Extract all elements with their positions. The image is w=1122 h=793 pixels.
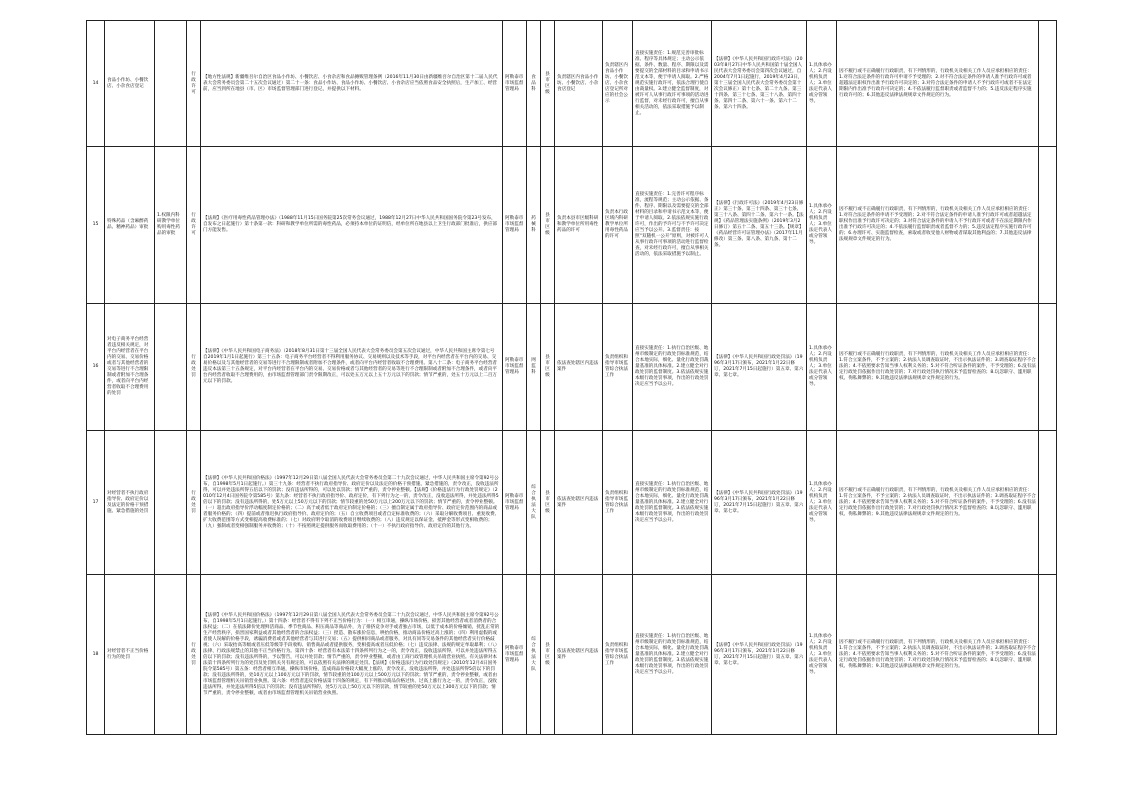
- table-row: [87, 147, 1057, 304]
- power-type: 行政许可: [187, 21, 201, 147]
- legal-basis: 【法律】《中华人民共和国价格法》（1997年12月29日第八届全国人民代表大会常务委员会第二十九次会议通过，中华人民共和国主席令第92号公布，自1998年5月1日起施行。）第三十九条：经营者不执行政府指导价、政府定价以及法定的价格干预措施、紧急措施的，责令改正，没收违法所得，可以并处违法所得五倍以下的罚款；没有违法所得的，可以处以罚款；情节严重的，责令停业整顿。【法规】《价格违法行为行政处罚规定》（2010年12月4日国务院令第585号）第九条：经营者不执行政府指导价、政府定价，有下列行为之一的，责令改正，没收违法所得，并处违法所得5倍以下的罚款；没有违法所得的，处5万元以上50万元以下的罚款；情节较重的处50万元以上200万元以下的罚款；情节严重的，责令停业整顿。（一）超出政府指导价浮动幅度制定价格的；（二）高于或者低于政府定价制定价格的；（三）擅自制定属于政府指导价、政府定价范围内的商品或者服务价格的；（四）提前或者推迟执行政府指导价、政府定价的；（五）自立收费项目或者自定标准收费的；（六）采取分解收费项目、重复收费、扩大收费范围等方式变相提高收费标准的；（七）对政府明令取消的收费项目继续收费的；（八）违反规定以保证金、抵押金等形式变相收费的；（九）强制或者变相强制服务并收费的；（十）不按照规定提供服务而收取费用的；（十一）不执行政府指导价、政府定价的其他行为。: [201, 431, 503, 575]
- item-name: 食品小作坊、小餐饮店、小杂食店登记: [105, 21, 155, 147]
- item-name: 对经营者不执行政府指导价、政府定价以及法定的价格干预措施、紧急措施的处罚: [105, 431, 155, 575]
- responsible-unit: 食品科: [527, 21, 541, 147]
- remarks-cell: [1039, 304, 1057, 431]
- duty-content: 直接实施责任：1.执行自治区级、地州市级制定的行政处罚标准规范，结合本地实际，细化、量化行政处罚裁量基准的具体标准。2.建立健全对行政处罚的监督制度。3.依法依规实施本级行政处罚事项，作出的行政处罚决定应当予以公开。: [633, 575, 712, 735]
- admin-level: 县市区级: [541, 575, 555, 735]
- sub-item: [155, 21, 187, 147]
- duty-basis: 【法律】《中华人民共和国行政处罚法》（1996年3月17日颁布，2021年1月22日修订，2021年7月15日起施行）第五章、第六章、第七章。: [712, 575, 807, 735]
- remarks-cell: [1039, 575, 1057, 735]
- legal-basis: 【法律】《中华人民共和国价格法》（1997年12月29日第八届全国人民代表大会常务委员会第二十九次会议通过，中华人民共和国主席令第92号公布，自1998年5月1日起施行。）第十四条：经营者不得有下列不正当价格行为：（一）相互串通，操纵市场价格，损害其他经营者或者消费者的合法权益；（二）在依法降价处理鲜活商品、季节性商品、积压商品等商品外，为了排挤竞争对手或者独占市场，以低于成本的价格倾销，扰乱正常的生产经营秩序，损害国家利益或者其他经营者的合法权益；（三）捏造、散布涨价信息，哄抬价格，推动商品价格过高上涨的；（四）利用虚假的或者使人误解的价格手段，诱骗消费者或者其他经营者与其进行交易；（五）提供相同商品或者服务，对具有同等交易条件的其他经营者实行价格歧视；（六）采取抬高等级或者压低等级等手段收购、销售商品或者提供服务，变相提高或者压低价格；（七）违反法律、法规的规定牟取暴利；（八）法律、行政法规禁止的其他不正当价格行为。第四十条：经营者有本法第十四条所列行为之一的，责令改正，没收违法所得，可以并处违法所得五倍以下的罚款；没有违法所得的，予以警告，可以并处罚款；情节严重的，责令停业整顿，或者由工商行政管理机关吊销营业执照。有关法律对本法第十四条所列行为的处罚及处罚机关另有规定的，可以依照有关法律的规定处罚。【法规】《价格违法行为行政处罚规定》（2010年12月4日国务院令第585号）第五条：经营者相互串通，操纵市场价格，造成商品价格较大幅度上涨的，责令改正，没收违法所得，并处违法所得5倍以下的罚款；没有违法所得的，处10万元以上100万元以下的罚款，情节较重的处100万元以上500万元以下的罚款；情节严重的，责令停业整顿，或者由市场监督管理机关吊销营业执照。第六条：经营者违反价格法第十四条的规定，有下列推动商品价格过快、过高上涨行为之一的，责令改正，没收违法所得，并处违法所得5倍以下的罚款；没有违法所得的，处5万元以上50万元以下的罚款，情节较重的处50万元以上300万元以下的罚款；情节严重的，责令停业整顿，或者由市场监督管理机关吊销营业执照。: [201, 575, 503, 735]
- scope: 依法查处辖区内违法案件: [555, 575, 603, 735]
- duty-content: 直接实施责任：1.完善许可程序标准，流程等规范；主动公示依据、条件、程序、期限以及需要提交的全部材料的目录和申请书示范文本等，便于申请人阅取。2.依法依规实施行政许可，作出的予许可与不予许可决定应当予以公开。3.监督责任：按照“双随机一公开”原则，对被许可人从事行政许可事项的活动进行监督检查，对未经行政许可，擅自从事相关活动的，依法采取措施予以制止。: [633, 147, 712, 304]
- responsibility-scope: 负责组织和指导市场监管综合执法工作: [603, 304, 633, 431]
- duty-basis: 【法律】《中华人民共和国行政许可法》（2003年8月27日中华人民共和国第十届全国人民代表大会常务委员会第四次会议通过，自2004年7月1日起施行，2019年4月23日，第十三届全国人民代表大会常务委员会第十次会议修正）第十七条、第二十九条、第三十四条、第三十七条、第三十八条、第四十条、第四十二条、第六十一条、第六十二条、第六十四条。: [712, 21, 807, 147]
- responsible-contact: 1.具体承办人；2.内设机构负责人；3.单位法定代表人或分管领导。: [807, 147, 837, 304]
- legal-basis: 【地方性法规】新疆维吾尔自治区食品小作坊、小餐饮店、小食杂店和食品摊贩管理条例（2016年11月30日由新疆维吾尔自治区第十二届人民代表大会常务委员会第二十五次会议通过）第二十一条：食品小作坊、食品小作坊、小餐饮店、小食杂店应当依照食品安全执照后，生产加工、经营前，应当到所在地县（市、区）市场监督管理部门进行登记，并提供以下材料。: [201, 21, 503, 147]
- row-number: 18: [87, 575, 105, 735]
- admin-level: 县市区级: [541, 304, 555, 431]
- responsibility-scope: 负责辖区内食品小作坊、小餐饮店、小杂食店登记所对应的社会公示: [603, 21, 633, 147]
- table-row: [87, 575, 1057, 735]
- accountability: 因不履行或不正确履行行政职责，有下列情形的，行政机关及相关工作人员应承担相应的责任：1.对符合法定条件的申请不予受理的；2.对不符合法定条件的申请人准予行政许可或者超越法定职权作出准予行政许可决定的；3.对符合法定条件的申请人不予行政许可或者不在法定期限内作出准予行政许可决定的；4.不依法履行监督职责或者监督不力的；5.违反法定程序实施行政许可的；6.办理许可、实施监督检查，索取或者收受他人财物或者谋取其他利益的；7.其他违反法律法规规章文件规定的行为。: [837, 147, 1039, 304]
- power-type: 行政处罚: [187, 575, 201, 735]
- duty-content: 直接实施责任：1.执行自治区级、地州市级制定的行政处罚标准规范，结合本地实际，细化、量化行政处罚裁量基准的具体标准。2.建立健全对行政处罚的监督制度。3.依法依规实施本级行政处罚事项，作出的行政处罚决定应当予以公开。: [633, 431, 712, 575]
- admin-level: 县市区级: [541, 147, 555, 304]
- accountability: 因不履行或不正确履行行政职责，有下列情形的，行政机关及相关工作人员应承担相应的责任：1.符合立案条件，不予立案的；2.执法人员调查取证时，不出示执法证件的；3.调查取证程序不合法的；4.不依照要求告知当事人权利义务的；5.对不符合听证条件的案件，不予受理的；6.没有法定行政处罚依据作出行政处罚的；7.对行政处罚执行情况未予监督检查的；8.玩忽职守、滥用职权、徇私舞弊的；9.其他违反法律法规规章文件规定的行为。: [837, 304, 1039, 431]
- scope: 依法查处辖区内违法案件: [555, 304, 603, 431]
- row-number: 17: [87, 431, 105, 575]
- responsibility-scope: 负责组织和指导市场监管综合执法工作: [603, 431, 633, 575]
- sub-item: 1.权限内科研教学单位购用毒性药品的审批: [155, 147, 187, 304]
- table-row: [87, 304, 1057, 431]
- row-number: 16: [87, 304, 105, 431]
- accountability: 因不履行或不正确履行行政职责，有下列情形的，行政机关及相关工作人员应承担相应的责任：1.符合立案条件，不予立案的；2.执法人员调查取证时，不出示执法证件的；3.调查取证程序不合法的；4.不依照要求告知当事人权利义务的；5.对不符合听证条件的案件，不予受理的；6.没有法定行政处罚依据作出行政处罚的；7.对行政处罚执行情况未予监督检查的；8.玩忽职守、滥用职权、徇私舞弊的；9.其他违反法律法规规章文件规定的行为。: [837, 575, 1039, 735]
- power-type: 行政处罚: [187, 431, 201, 575]
- duty-basis: 【法律】《行政许可法》（2019年4月23日修正）第三十条、第三十四条、第三十七条、第三十八条、第四十二条、第六十一条。【法规】《药品管理法实施条例》（2019年3月2日修订）第五十二条、第五十三条。【规章】《药品经营许可证管理办法》（2017年11月修改）第三条、第八条、第九条、第十二条。: [712, 147, 807, 304]
- accountability: 因不履行或不正确履行行政职责，有下列情形的，行政机关及相关工作人员应承担相应的责任：1.符合立案条件，不予立案的；2.执法人员调查取证时，不出示执法证件的；3.调查取证程序不合法的；4.不依照要求告知当事人权利义务的；5.对不符合听证条件的案件，不予受理的；6.没有法定行政处罚依据作出行政处罚的；7.对行政处罚执行情况未予监督检查的；8.玩忽职守、滥用职权、徇私舞弊的；9.其他违反法律法规规章文件规定的行为。: [837, 431, 1039, 575]
- power-type: 行政处罚: [187, 304, 201, 431]
- table-row: [87, 21, 1057, 147]
- power-list-table: [86, 20, 1057, 735]
- responsible-unit: 综合执法大队: [527, 431, 541, 575]
- accountability: 因不履行或不正确履行行政职责，有下列情形的，行政机关及相关工作人员应承担相应的责任：1.对符合法定条件的行政许可申请不予受理的；2.对不符合法定条件的申请人准予行政许可或者超越法定职权作出准予行政许可决定的；3.对符合法定条件的申请人不予行政许可或者不在法定期限内作出准予行政许可决定的；4.不依法履行监督职责或者监督不力的；5.违反法定程序实施行政许可的；6.其他违反法律法规规章文件规定的行为。: [837, 21, 1039, 147]
- item-name: 对电子商务平台经营者违反相关规定，对平台内经营者在平台内的交易、交易价格或者与其他经营者的交易等进行不合理限制或者附加不合理条件，或者向平台内经营者收取不合理费用的处罚: [105, 304, 155, 431]
- item-name: 特殊药品（含麻醉药品、精神药品）审批: [105, 147, 155, 304]
- responsible-unit: 网监科: [527, 304, 541, 431]
- legal-basis: 【法规】《医疗用毒性药品管理办法》（1988年11月15日国务院第25次常务会议通过，1988年12月27日中华人民共和国国务院令第23号发布，自发布之日起施行）第十条第一款：科研和教学单位所需的毒性药品，必须持本单位的证明信，经单位所在地县以上卫生行政部门批准后，供应部门方能发售。: [201, 147, 503, 304]
- responsible-unit: 综合执法大队: [527, 575, 541, 735]
- responsible-contact: 1.具体承办人；2.内设机构负责人；3.单位法定代表人或分管领导。: [807, 431, 837, 575]
- implementing-subject: 阿勒泰市市场监督管理局: [503, 431, 527, 575]
- implementing-subject: 阿勒泰市市场监督管理局: [503, 147, 527, 304]
- duty-basis: 【法律】《中华人民共和国行政处罚法》（1996年3月17日颁布，2021年1月22日修订，2021年7月15日起施行）第五章、第六章、第七章。: [712, 304, 807, 431]
- scope: 负责辖区内食品小作坊、小餐饮店、小杂食店登记: [555, 21, 603, 147]
- implementing-subject: 阿勒泰市市场监督管理局: [503, 21, 527, 147]
- remarks-cell: [1039, 431, 1057, 575]
- duty-content: 直接实施责任：1.执行自治区级、地州市级制定的行政处罚标准规范，结合本地实际，细化、量化行政处罚裁量基准的具体标准。2.建立健全对行政处罚的监督制度。3.依法依规实施本级行政处罚事项，作出的行政处罚决定应当予以公开。: [633, 304, 712, 431]
- item-name: 对经营者不正当价格行为的处罚: [105, 575, 155, 735]
- row-number: 15: [87, 147, 105, 304]
- remarks-cell: [1039, 21, 1057, 147]
- scope: 依法查处辖区内违法案件: [555, 431, 603, 575]
- responsible-unit: 药械科: [527, 147, 541, 304]
- admin-level: 县市区级: [541, 431, 555, 575]
- sub-item: [155, 431, 187, 575]
- duty-content: 直接实施责任：1.规范完善审批标准、程序等具体规定；主动公示依据、条件、数量、程序、期限以及需要提交的全部材料的目录和申请书示范文本等，便于申请人阅取。2.严格规范实施行政许可，依法合理行使自由裁量权。3.建立健全监督制度，对被许可人从事行政许可事项的活动进行监督，对未经行政许可，擅自从事相关活动的，依法采取措施予以制止。: [633, 21, 712, 147]
- legal-basis: 【法律】《中华人民共和国电子商务法》（2018年8月31日第十三届全国人民代表大会常务委员会第五次会议通过，中华人民共和国主席令第七号 自2019年1月1日起施行）第三十五条：电子商务平台经营者不得利用服务协议、交易规则以及技术等手段，对平台内经营者在平台内的交易、交易价格以及与其他经营者的交易等进行不合理限制或者附加不合理条件，或者向平台内经营者收取不合理费用。第八十二条：电子商务平台经营者违反本法第三十五条规定，对平台内经营者在平台内的交易、交易价格或者与其他经营者的交易等进行不合理限制或者附加不合理条件，或者向平台内经营者收取不合理费用的，由市场监督管理部门责令限期改正，可以处五万元以上五十万元以下的罚款；情节严重的，处五十万元以上二百万元以下的罚款。: [201, 304, 503, 431]
- responsible-contact: 1.具体承办人；2.内设机构负责人；3.单位法定代表人或分管领导。: [807, 21, 837, 147]
- implementing-subject: 阿勒泰市市场监督管理局: [503, 575, 527, 735]
- implementing-subject: 阿勒泰市市场监督管理局: [503, 304, 527, 431]
- power-type: 行政许可: [187, 147, 201, 304]
- responsibility-scope: 负责本行政区域内科研教学单位所用毒性药品的许可: [603, 147, 633, 304]
- sub-item: [155, 575, 187, 735]
- responsible-contact: 1.具体承办人；2.内设机构负责人；3.单位法定代表人或分管领导。: [807, 304, 837, 431]
- scope: 负责本县市区级科研和教学单位所用毒性药品的许可: [555, 147, 603, 304]
- admin-level: 县市区级: [541, 21, 555, 147]
- sub-item: [155, 304, 187, 431]
- row-number: 14: [87, 21, 105, 147]
- table-row: [87, 431, 1057, 575]
- remarks-cell: [1039, 147, 1057, 304]
- responsible-contact: 1.具体承办人；2.内设机构负责人；3.单位法定代表人或分管领导。: [807, 575, 837, 735]
- responsibility-scope: 负责组织和指导市场监管综合执法工作: [603, 575, 633, 735]
- duty-basis: 【法律】《中华人民共和国行政处罚法》（1996年3月17日颁布，2021年1月22日修订，2021年7月15日起施行）第五章、第六章、第七章。: [712, 431, 807, 575]
